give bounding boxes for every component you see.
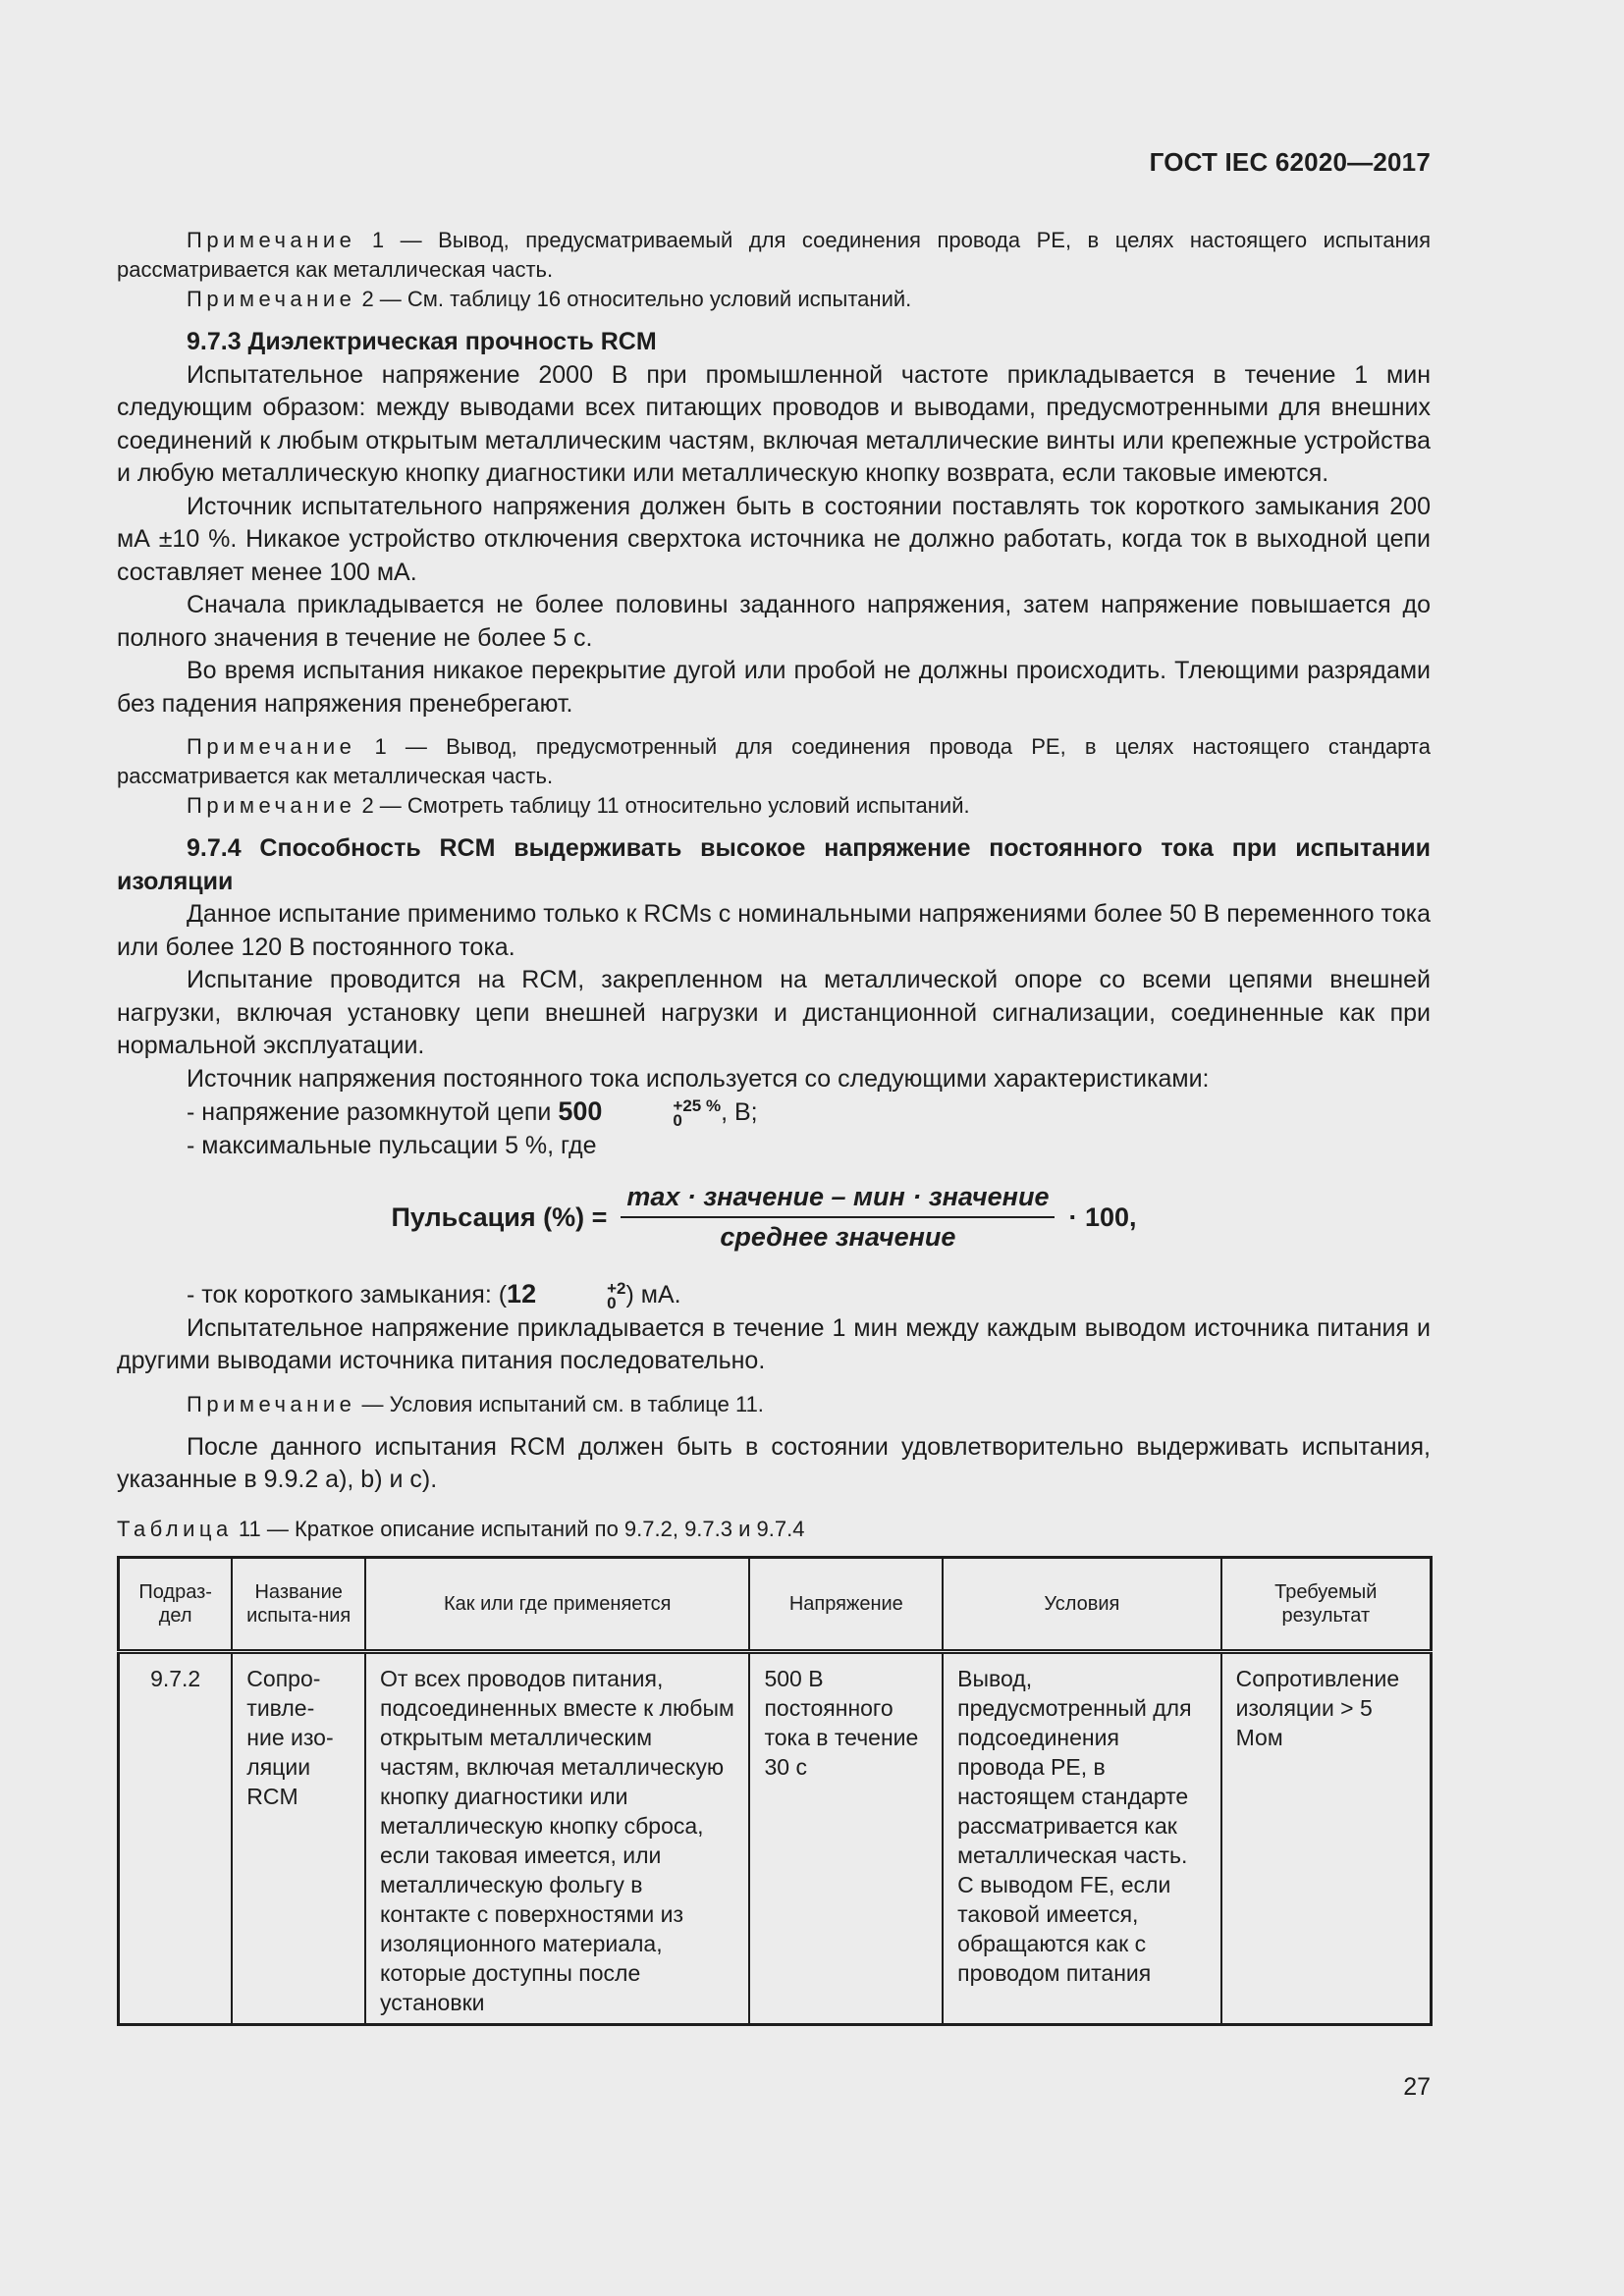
column-header: Требуемый результат — [1221, 1557, 1432, 1651]
section-973-note-1 — [117, 732, 1431, 791]
section-974-paragraph-2: Испытание проводится на RCM, закрепленном на металлической опоре со всеми цепями внешней нагрузки, включая установку цепи внешней нагрузки и дистанционной сигнализации, соединенные как при нормальной эксплуатации. — [117, 966, 1431, 1059]
column-header: Напряжение — [749, 1557, 943, 1651]
section-974-note — [117, 1390, 1431, 1419]
note-text: — Условия испытаний см. в таблице 11. — [355, 1391, 764, 1416]
page-content — [117, 226, 1431, 2026]
note-text: 2 — См. таблицу 16 относительно условий испытаний. — [355, 287, 912, 311]
current-item — [117, 1278, 1431, 1312]
ripple-item: - максимальные пульсации 5 %, где — [187, 1131, 597, 1159]
formula-lhs: Пульсация (%) = — [391, 1201, 608, 1232]
note-top-2 — [117, 285, 1431, 314]
column-header: Подраз-дел — [119, 1557, 233, 1651]
table-caption-label: Таблица — [117, 1516, 233, 1541]
table-caption — [117, 1515, 1431, 1544]
section-974-paragraph-3: Источник напряжения постоянного тока используется со следующими характеристиками: — [187, 1064, 1210, 1093]
table-caption-text: 11 — Краткое описание испытаний по 9.7.2, 9.7.3 и 9.7.4 — [232, 1516, 805, 1541]
table-cell: Сопро-тивле-ние изо-ляции RCM — [232, 1651, 365, 2024]
voltage-tolerance-upper: +25 % — [673, 1096, 722, 1116]
current-item-suffix: ) мА. — [625, 1281, 681, 1308]
table-cell: 9.7.2 — [119, 1651, 233, 2024]
voltage-item — [117, 1095, 1431, 1130]
note-text: 2 — Смотреть таблицу 11 относительно условий испытаний. — [355, 793, 970, 818]
section-974-heading: 9.7.4 Способность RCM выдерживать высокое напряжение постоянного тока при испытании изоляции — [117, 834, 1431, 895]
page-number: 27 — [1403, 2073, 1431, 2101]
note-label: Примечание — [187, 793, 356, 818]
current-tolerance-upper: +2 — [607, 1279, 626, 1299]
section-974-paragraph-1: Данное испытание применимо только к RCMs с номинальными напряжениями более 50 В переменного тока или более 120 В постоянного тока. — [117, 900, 1431, 961]
note-label: Примечание — [187, 228, 356, 252]
table-cell: 500 В постоянного тока в течение 30 с — [749, 1651, 943, 2024]
section-973-heading: 9.7.3 Диэлектрическая прочность RCM — [187, 328, 657, 355]
column-header: Название испыта-ния — [232, 1557, 365, 1651]
section-974-paragraph-after: Испытательное напряжение прикладывается в течение 1 мин между каждым выводом источника питания и другими выводами источника питания последовательно. — [117, 1313, 1431, 1374]
note-text: 1 — Вывод, предусматриваемый для соединения провода РЕ, в целях настоящего испытания рассматривается как металлическая часть. — [117, 228, 1431, 282]
section-973-paragraph-2: Источник испытательного напряжения должен быть в состоянии поставлять ток короткого замыкания 200 мА ±10 %. Никакое устройство отключения сверхтока источника не должно работать, когда ток в выходной цепи составляет менее 100 мА. — [117, 492, 1431, 586]
formula-denominator: среднее значение — [720, 1222, 956, 1252]
table-row — [119, 1651, 1432, 2024]
column-header: Условия — [943, 1557, 1220, 1651]
section-973-paragraph-3: Сначала прикладывается не более половины заданного напряжения, затем напряжение повышается до полного значения в течение не более 5 с. — [117, 591, 1431, 652]
section-973-paragraph-4: Во время испытания никакое перекрытие дугой или пробой не должны происходить. Тлеющими разрядами без падения напряжения пренебрегают. — [117, 657, 1431, 718]
voltage-tolerance-lower: 0 — [673, 1111, 682, 1131]
current-tolerance-lower: 0 — [607, 1294, 617, 1313]
formula-rhs: · 100, — [1068, 1201, 1137, 1232]
note-top-1 — [117, 226, 1431, 285]
note-label: Примечание — [187, 734, 356, 759]
section-973-note-2 — [117, 791, 1431, 821]
note-label: Примечание — [187, 287, 356, 311]
voltage-value: 500 — [558, 1096, 603, 1126]
column-header: Как или где применяется — [365, 1557, 749, 1651]
formula-fraction — [621, 1182, 1055, 1253]
current-tolerance — [537, 1279, 626, 1313]
note-label: Примечание — [187, 1391, 356, 1416]
table-cell: От всех проводов питания, подсоединенных вместе к любым открытым металлическим частям, включая металлическую кнопку диагностики или металлическую кнопку сброса, если таковая имеется, или металлическую фольгу в контакте с поверхностями из изоляционного материала, которые доступны после установки — [365, 1651, 749, 2024]
note-text: 1 — Вывод, предусмотренный для соединения провода РЕ, в целях настоящего стандарта рассматривается как металлическая часть. — [117, 734, 1431, 788]
section-973-paragraph-1: Испытательное напряжение 2000 В при промышленной частоте прикладывается в течение 1 мин следующим образом: между выводами всех питающих проводов и выводами, предусмотренными для внешних соединений к любым открытым металлическим частям, включая металлические винты или крепежные устройства и любую металлическую кнопку диагностики или металлическую кнопку возврата, если таковые имеются. — [117, 360, 1431, 487]
table-cell: Вывод, предусмотренный для подсоединения провода РЕ, в настоящем стандарте рассматривается как металлическая часть. С выводом FE, если таковой имеется, обращаются как с проводом питания — [943, 1651, 1220, 2024]
voltage-item-prefix: - напряжение разомкнутой цепи — [187, 1098, 559, 1126]
table-header-row — [119, 1557, 1432, 1651]
current-item-prefix: - ток короткого замыкания: ( — [187, 1281, 508, 1308]
ripple-formula — [117, 1182, 1431, 1253]
formula-numerator: max · значение – мин · значение — [621, 1182, 1055, 1218]
voltage-item-suffix: , В; — [721, 1098, 758, 1126]
table-cell: Сопротивление изоляции > 5 Мом — [1221, 1651, 1432, 2024]
voltage-tolerance — [603, 1096, 722, 1131]
tests-summary-table — [117, 1556, 1433, 2026]
standard-header: ГОСТ IEC 62020—2017 — [1149, 147, 1431, 177]
current-value: 12 — [507, 1279, 537, 1308]
section-974-paragraph-final: После данного испытания RCM должен быть в состоянии удовлетворительно выдерживать испытания, указанные в 9.9.2 а), b) и с). — [117, 1432, 1431, 1493]
